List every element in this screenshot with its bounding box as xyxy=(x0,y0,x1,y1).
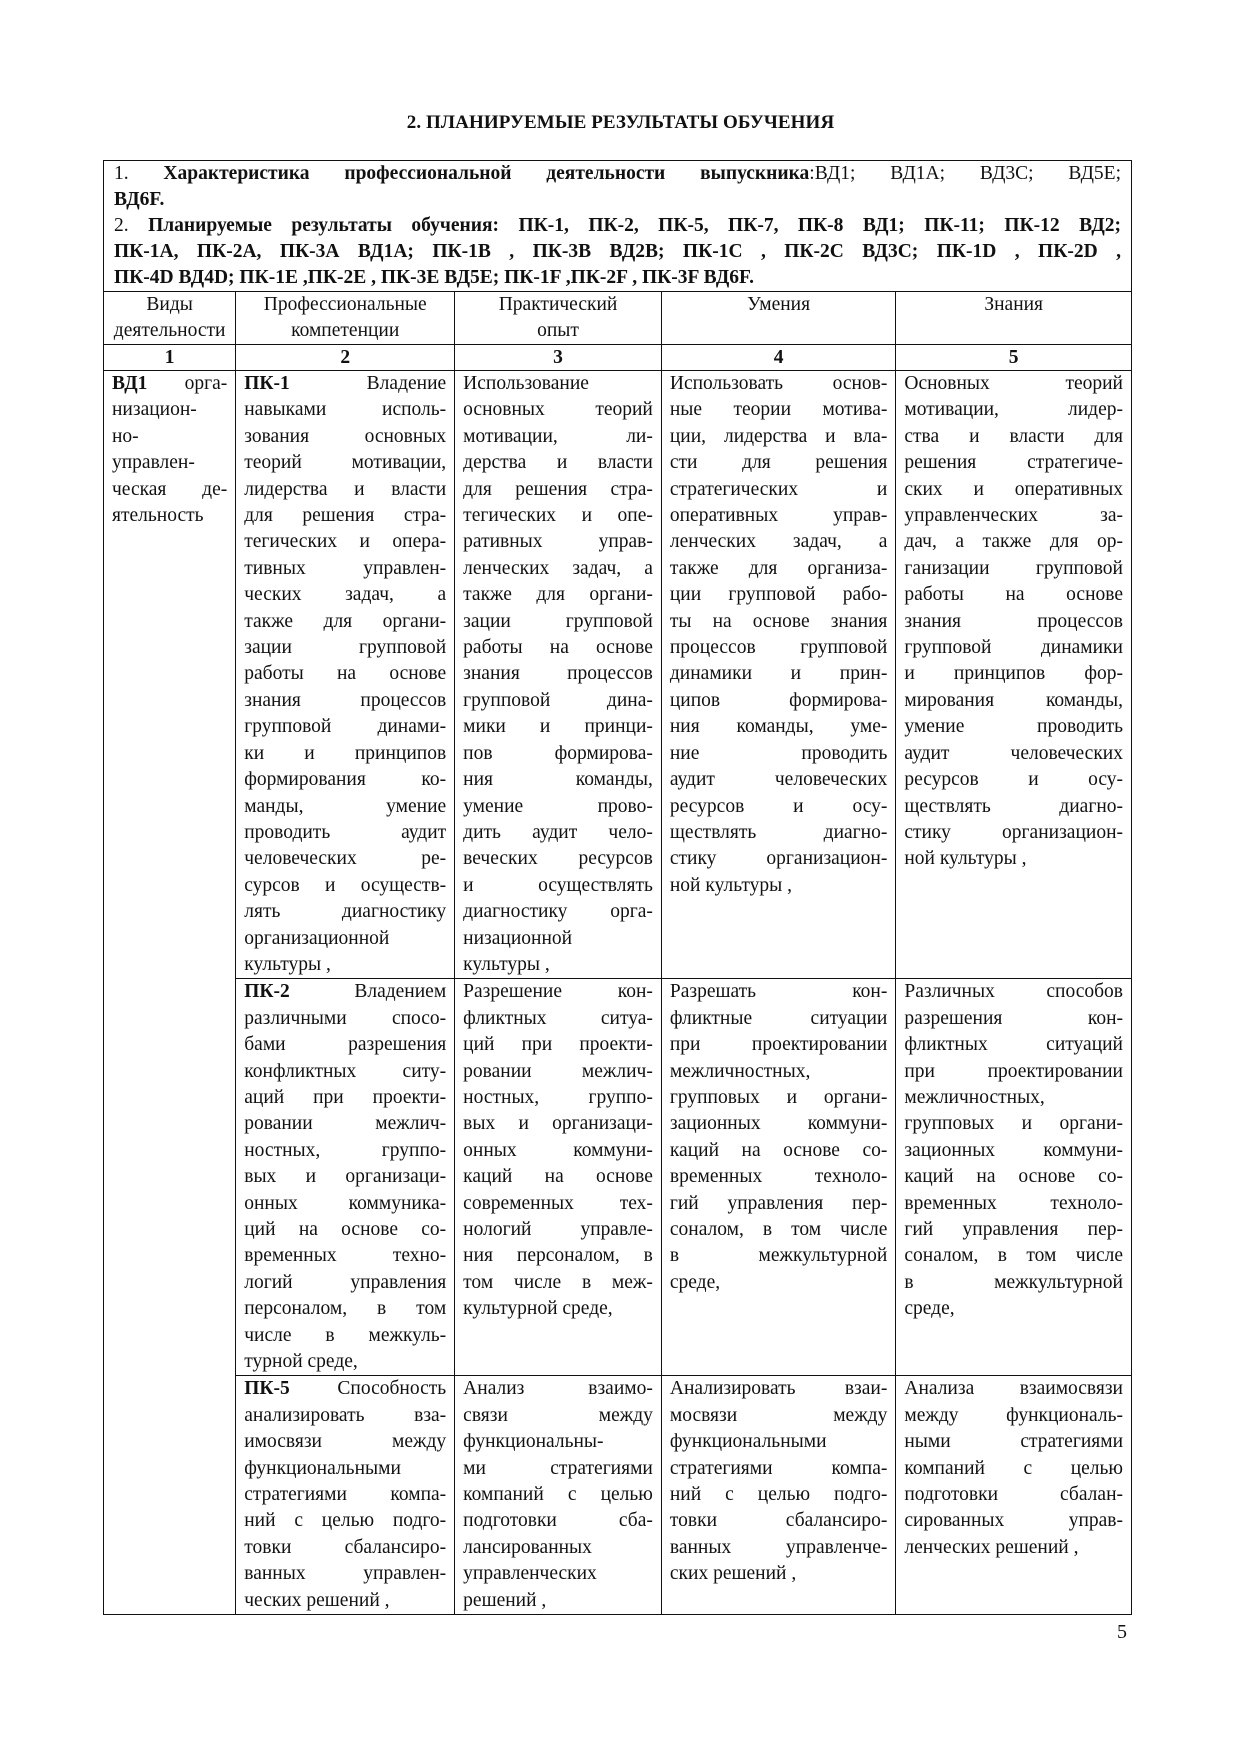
cell-text-line: ВД1 орга- xyxy=(112,373,228,394)
skills-cell xyxy=(661,1376,895,1615)
intro-item-2-label: Планируемые результаты обучения xyxy=(148,215,493,236)
cell-text-line: ний с целью подго- xyxy=(244,1510,447,1532)
cell-text-line: функциональны- xyxy=(463,1431,604,1453)
header-knowledge: Знания xyxy=(896,292,1132,345)
intro-item-1-cont xyxy=(114,187,1121,213)
cell-text-line: зации групповой xyxy=(463,610,653,632)
cell-text-line: фликтных ситуа- xyxy=(463,1007,653,1029)
cell-text-line: групповой дина- xyxy=(463,689,653,711)
header-experience: Практический опыт xyxy=(455,292,662,345)
column-number: 5 xyxy=(896,345,1132,371)
cell-text-line: подготовки сбалан- xyxy=(904,1484,1123,1506)
cell-text-line: временных техно- xyxy=(244,1245,447,1267)
activity-cell xyxy=(104,371,236,1615)
cell-text-line: среде, xyxy=(669,1271,721,1293)
cell-text-line: тегических и опера- xyxy=(244,531,447,553)
section-title: 2. ПЛАНИРУЕМЫЕ РЕЗУЛЬТАТЫ ОБУЧЕНИЯ xyxy=(406,112,835,133)
cell-text-line: работы на основе xyxy=(244,663,447,685)
cell-text-line: подготовки сба- xyxy=(463,1510,653,1532)
cell-text-line: стику организацион- xyxy=(669,848,888,870)
cell-text-line: каций на основе со- xyxy=(669,1139,888,1161)
cell-text-line: среде, xyxy=(904,1298,955,1320)
cell-text-line: вых и организаци- xyxy=(463,1113,653,1135)
cell-text-line: ной культуры , xyxy=(669,874,792,896)
cell-text-line: функциональными xyxy=(669,1431,827,1453)
cell-text-line: ческих решений , xyxy=(244,1589,390,1611)
cell-text-line: умение прово- xyxy=(463,795,653,817)
page-number: 5 xyxy=(1117,1621,1127,1643)
cell-text-line: ческих задач, а xyxy=(244,584,447,606)
cell-text-line: Анализировать взаи- xyxy=(669,1378,888,1400)
cell-text-line: компаний с целью xyxy=(904,1457,1123,1479)
knowledge-cell xyxy=(896,371,1132,979)
intro-item-2 xyxy=(114,213,1121,239)
cell-text-line: конфликтных ситу- xyxy=(244,1060,447,1082)
cell-text-line: ятельность xyxy=(112,505,204,527)
cell-text-line: современных тех- xyxy=(463,1192,653,1214)
cell-text-line: Использование xyxy=(463,373,589,394)
cell-text-line: зации групповой xyxy=(244,637,447,659)
intro-item-1-value: :ВД1; ВД1А; ВД3С; ВД5Е; xyxy=(809,163,1122,184)
cell-text-line: товки сбалансиро- xyxy=(244,1536,447,1558)
cell-text-line: временных техноло- xyxy=(904,1192,1123,1214)
cell-text-line: пов формирова- xyxy=(463,742,653,764)
cell-text-line: каций на основе со- xyxy=(904,1166,1123,1188)
cell-text-line: ванных управлен- xyxy=(244,1563,447,1585)
column-number: 1 xyxy=(104,345,236,371)
competence-code: ПК-2 xyxy=(244,981,290,1003)
header-skills: Умения xyxy=(661,292,895,345)
cell-text-line: ные теории мотива- xyxy=(669,399,888,421)
cell-text-line: анализировать вза- xyxy=(244,1404,447,1426)
cell-text-line: стратегиями компа- xyxy=(244,1484,447,1506)
cell-text-line: ПК-5 Способность xyxy=(244,1378,447,1400)
cell-text-line: ских решений , xyxy=(669,1563,797,1585)
cell-text-line: лять диагностику xyxy=(244,901,447,923)
cell-text-line: процессов групповой xyxy=(669,637,888,659)
cell-text-line: знания процессов xyxy=(244,689,447,711)
cell-text-line: ПК-2 Владением xyxy=(244,981,447,1003)
cell-text-line: ний с целью подго- xyxy=(669,1484,888,1506)
competence-code: ПК-1 xyxy=(244,373,290,394)
cell-text-line: ПК-1 Владение xyxy=(244,373,447,394)
cell-text-line: ленческих решений , xyxy=(904,1536,1079,1558)
experience-cell xyxy=(455,1376,662,1615)
cell-text-line: но- xyxy=(112,425,139,447)
intro-box xyxy=(103,160,1132,291)
cell-text-line: тегических и опе- xyxy=(463,505,653,527)
cell-text-line: компаний с целью xyxy=(463,1484,653,1506)
cell-text-line: стику организацион- xyxy=(904,821,1123,843)
cell-text-line: соналом, в том числе xyxy=(669,1219,888,1240)
cell-text-line: динамики и прин- xyxy=(669,663,888,685)
cell-text-line: культуры , xyxy=(463,953,550,975)
cell-text-line: числе в межкуль- xyxy=(244,1324,447,1346)
competence-cell xyxy=(236,1376,455,1615)
cell-text-line: и принципов фор- xyxy=(904,663,1123,685)
cell-text-line: Разрешение кон- xyxy=(463,981,653,1003)
cell-text-line: Использовать основ- xyxy=(669,373,888,394)
cell-text-line: решения стратегиче- xyxy=(904,452,1123,474)
cell-text-line: лидерства и власти xyxy=(244,478,447,500)
cell-text-line: ты на основе знания xyxy=(669,610,888,632)
cell-text-line: Анализ взаимо- xyxy=(463,1378,653,1400)
column-number: 2 xyxy=(236,345,455,371)
cell-text-line: дить аудит чело- xyxy=(463,821,653,843)
cell-text-line: Разрешать кон- xyxy=(669,981,888,1003)
cell-text-line: ципов формирова- xyxy=(669,689,888,711)
cell-text-line: ции групповой рабо- xyxy=(669,584,888,606)
cell-text-line: аудит человеческих xyxy=(904,742,1123,764)
cell-text-line: сурсов и осуществ- xyxy=(244,874,447,896)
cell-text-line: тивных управлен- xyxy=(244,557,447,579)
cell-text-line: персоналом, в том xyxy=(244,1298,447,1320)
cell-text-line: ванных управленче- xyxy=(669,1536,888,1558)
table-row xyxy=(104,979,1132,1376)
cell-text-line: турной среде, xyxy=(244,1351,358,1373)
cell-text-line: культурной среде, xyxy=(463,1298,613,1320)
cell-text-line: групповой динамики xyxy=(904,637,1123,659)
column-number: 3 xyxy=(455,345,662,371)
cell-text-line: основных теорий xyxy=(463,399,653,421)
cell-text-line: знания процессов xyxy=(463,663,653,685)
cell-text-line: ния персоналом, в xyxy=(463,1245,653,1267)
cell-text-line: вых и организаци- xyxy=(244,1166,447,1188)
cell-text-line: также для органи- xyxy=(463,584,653,606)
cell-text-line: сированных управ- xyxy=(904,1510,1123,1532)
cell-text-line: логий управления xyxy=(244,1271,447,1293)
intro-item-1-value-cont: ВД6F. xyxy=(114,189,165,210)
cell-text-line: соналом, в том числе xyxy=(904,1245,1123,1267)
cell-text-line: ностных, группо- xyxy=(463,1086,653,1108)
cell-text-line: различными спосо- xyxy=(244,1007,447,1029)
cell-text-line: дач, а также для ор- xyxy=(904,531,1123,553)
cell-text-line: стратегических и xyxy=(669,478,888,500)
cell-text-line: веческих ресурсов xyxy=(463,848,653,870)
intro-item-2-value: : ПК-1, ПК-2, ПК-5, ПК-7, ПК-8 ВД1; ПК-11; ПК-12 ВД2; xyxy=(492,215,1121,236)
competence-code: ВД1 xyxy=(112,373,148,394)
cell-text-line: теорий мотивации, xyxy=(244,452,447,474)
cell-text-line: ских и оперативных xyxy=(904,478,1123,500)
cell-text-line: ние проводить xyxy=(669,742,888,764)
cell-text-line: ровании межлич- xyxy=(463,1060,653,1082)
cell-text-line: групповой динами- xyxy=(244,716,447,738)
cell-text-line: ративных управ- xyxy=(463,531,653,553)
cell-text-line: ния команды, xyxy=(463,769,653,791)
intro-item-2-line2 xyxy=(114,239,1121,265)
cell-text-line: ресурсов и осу- xyxy=(904,769,1123,791)
cell-text-line: межличностных, xyxy=(669,1060,811,1082)
cell-text-line: низационной xyxy=(463,927,573,949)
cell-text-line: ществлять диагно- xyxy=(669,821,888,843)
cell-text-line: ции, лидерства и вла- xyxy=(669,425,888,447)
experience-cell xyxy=(455,371,662,979)
cell-text-line: бами разрешения xyxy=(244,1034,447,1056)
cell-text-line: оперативных управ- xyxy=(669,505,888,527)
cell-text-line: между функциональ- xyxy=(904,1404,1123,1426)
competence-code: ПК-5 xyxy=(244,1378,290,1400)
cell-text-line: ленческих задач, а xyxy=(463,557,653,579)
knowledge-cell xyxy=(896,979,1132,1376)
cell-text-line: культуры , xyxy=(244,953,331,975)
cell-text-line: навыками исполь- xyxy=(244,399,447,421)
cell-text-line: ресурсов и осу- xyxy=(669,795,888,817)
cell-text-line: ганизации групповой xyxy=(904,557,1123,579)
column-number-row xyxy=(104,345,1132,371)
intro-item-2-number: 2. xyxy=(114,215,129,236)
cell-text-line: ными стратегиями xyxy=(904,1431,1123,1453)
cell-text-line: аций при проекти- xyxy=(244,1086,447,1108)
cell-text-line: ций при проекти- xyxy=(463,1034,653,1056)
cell-text-line: Различных способов xyxy=(904,981,1123,1003)
intro-item-1-label: Характеристика профессиональной деятельности выпускника xyxy=(163,163,810,184)
cell-text-line: дерства и власти xyxy=(463,452,653,474)
header-row xyxy=(104,292,1132,345)
cell-text-line: организационной xyxy=(244,927,390,949)
cell-text-line: для решения стра- xyxy=(463,478,653,500)
cell-text-line: ленческих задач, а xyxy=(669,531,888,553)
cell-text-line: сти для решения xyxy=(669,452,888,474)
cell-text-line: проводить аудит xyxy=(244,821,447,843)
cell-text-line: функциональными xyxy=(244,1457,401,1479)
cell-text-line: онных коммуни- xyxy=(463,1139,653,1161)
learning-outcomes-table xyxy=(103,291,1132,1615)
cell-text-line: гий управления пер- xyxy=(669,1192,888,1214)
header-activity: Виды деятельности xyxy=(104,292,236,345)
cell-text-line: мики и принци- xyxy=(463,716,653,738)
cell-text-line: онных коммуника- xyxy=(244,1192,447,1214)
cell-text-line: групповых и органи- xyxy=(904,1113,1123,1135)
cell-text-line: умение проводить xyxy=(904,716,1123,738)
cell-text-line: межличностных, xyxy=(904,1086,1045,1108)
cell-text-line: ческая де- xyxy=(112,478,228,500)
cell-text-line: также для организа- xyxy=(669,557,888,579)
cell-text-line: ми стратегиями xyxy=(463,1457,653,1479)
cell-text-line: ществлять диагно- xyxy=(904,795,1123,817)
cell-text-line: человеческих ре- xyxy=(244,848,447,870)
cell-text-line: работы на основе xyxy=(463,637,653,659)
experience-cell xyxy=(455,979,662,1376)
cell-text-line: управлен- xyxy=(112,452,195,474)
cell-text-line: ровании межлич- xyxy=(244,1113,447,1135)
cell-text-line: мирования команды, xyxy=(904,689,1123,711)
cell-text-line: лансированных xyxy=(463,1536,592,1558)
cell-text-line: для решения стра- xyxy=(244,505,447,527)
cell-text-line: каций на основе xyxy=(463,1166,653,1188)
cell-text-line: фликтных ситуаций xyxy=(904,1034,1123,1056)
skills-cell xyxy=(661,371,895,979)
table-row xyxy=(104,371,1132,979)
cell-text-line: товки сбалансиро- xyxy=(669,1510,888,1532)
cell-text-line: работы на основе xyxy=(904,584,1123,606)
cell-text-line: диагностику орга- xyxy=(463,901,653,923)
competence-list-line-2: ПК-1А, ПК-2А, ПК-3А ВД1А; ПК-1В , ПК-3В ВД2В; ПК-1С , ПК-2С ВД3С; ПК-1D , ПК-2D , xyxy=(114,241,1121,262)
cell-text-line: фликтные ситуации xyxy=(669,1007,888,1029)
cell-text-line: зационных коммуни- xyxy=(669,1113,888,1135)
cell-text-line: нологий управле- xyxy=(463,1219,653,1240)
cell-text-line: групповых и органи- xyxy=(669,1086,888,1108)
cell-text-line: знания процессов xyxy=(904,610,1123,632)
header-competence: Профессиональные компетенции xyxy=(236,292,455,345)
cell-text-line: аудит человеческих xyxy=(669,769,888,791)
cell-text-line: Основных теорий xyxy=(904,373,1123,394)
cell-text-line: управленческих xyxy=(463,1563,597,1585)
cell-text-line: мотивации, лидер- xyxy=(904,399,1123,421)
competence-list-line-3: ПК-4D ВД4D; ПК-1Е ,ПК-2Е , ПК-3Е ВД5Е; ПК-1F ,ПК-2F , ПК-3F ВД6F. xyxy=(114,267,755,288)
cell-text-line: в межкультурной xyxy=(904,1271,1123,1293)
cell-text-line: ства и власти для xyxy=(904,425,1123,447)
intro-item-2-line3 xyxy=(114,265,1121,291)
competence-cell xyxy=(236,371,455,979)
cell-text-line: и осуществлять xyxy=(463,874,653,896)
cell-text-line: том числе в меж- xyxy=(463,1271,653,1293)
cell-text-line: гий управления пер- xyxy=(904,1219,1123,1240)
intro-item-1 xyxy=(114,161,1121,187)
table-row xyxy=(104,1376,1132,1615)
skills-cell xyxy=(661,979,895,1376)
cell-text-line: зования основных xyxy=(244,425,447,447)
column-number: 4 xyxy=(661,345,895,371)
cell-text-line: также для органи- xyxy=(244,610,447,632)
cell-text-line: мосвязи между xyxy=(669,1404,888,1426)
cell-text-line: управленческих за- xyxy=(904,505,1123,527)
cell-text-line: зационных коммуни- xyxy=(904,1139,1123,1161)
cell-text-line: имосвязи между xyxy=(244,1431,447,1453)
cell-text-line: при проектировании xyxy=(904,1060,1123,1082)
cell-text-line: в межкультурной xyxy=(669,1245,888,1267)
competence-cell xyxy=(236,979,455,1376)
cell-text-line: решений , xyxy=(463,1589,547,1611)
knowledge-cell xyxy=(896,1376,1132,1615)
cell-text-line: ностных, группо- xyxy=(244,1139,447,1161)
cell-text-line: связи между xyxy=(463,1404,653,1426)
cell-text-line: низацион- xyxy=(112,399,197,421)
cell-text-line: временных техноло- xyxy=(669,1166,888,1188)
cell-text-line: Анализа взаимосвязи xyxy=(904,1378,1123,1400)
cell-text-line: при проектировании xyxy=(669,1034,888,1056)
cell-text-line: стратегиями компа- xyxy=(669,1457,888,1479)
cell-text-line: мотивации, ли- xyxy=(463,425,653,447)
cell-text-line: манды, умение xyxy=(244,795,447,817)
cell-text-line: ций на основе со- xyxy=(244,1219,447,1240)
cell-text-line: разрешения кон- xyxy=(904,1007,1123,1029)
cell-text-line: ния команды, уме- xyxy=(669,716,888,738)
cell-text-line: ки и принципов xyxy=(244,742,447,764)
cell-text-line: ной культуры , xyxy=(904,848,1027,870)
intro-item-1-number: 1. xyxy=(114,163,129,184)
cell-text-line: формирования ко- xyxy=(244,769,447,791)
